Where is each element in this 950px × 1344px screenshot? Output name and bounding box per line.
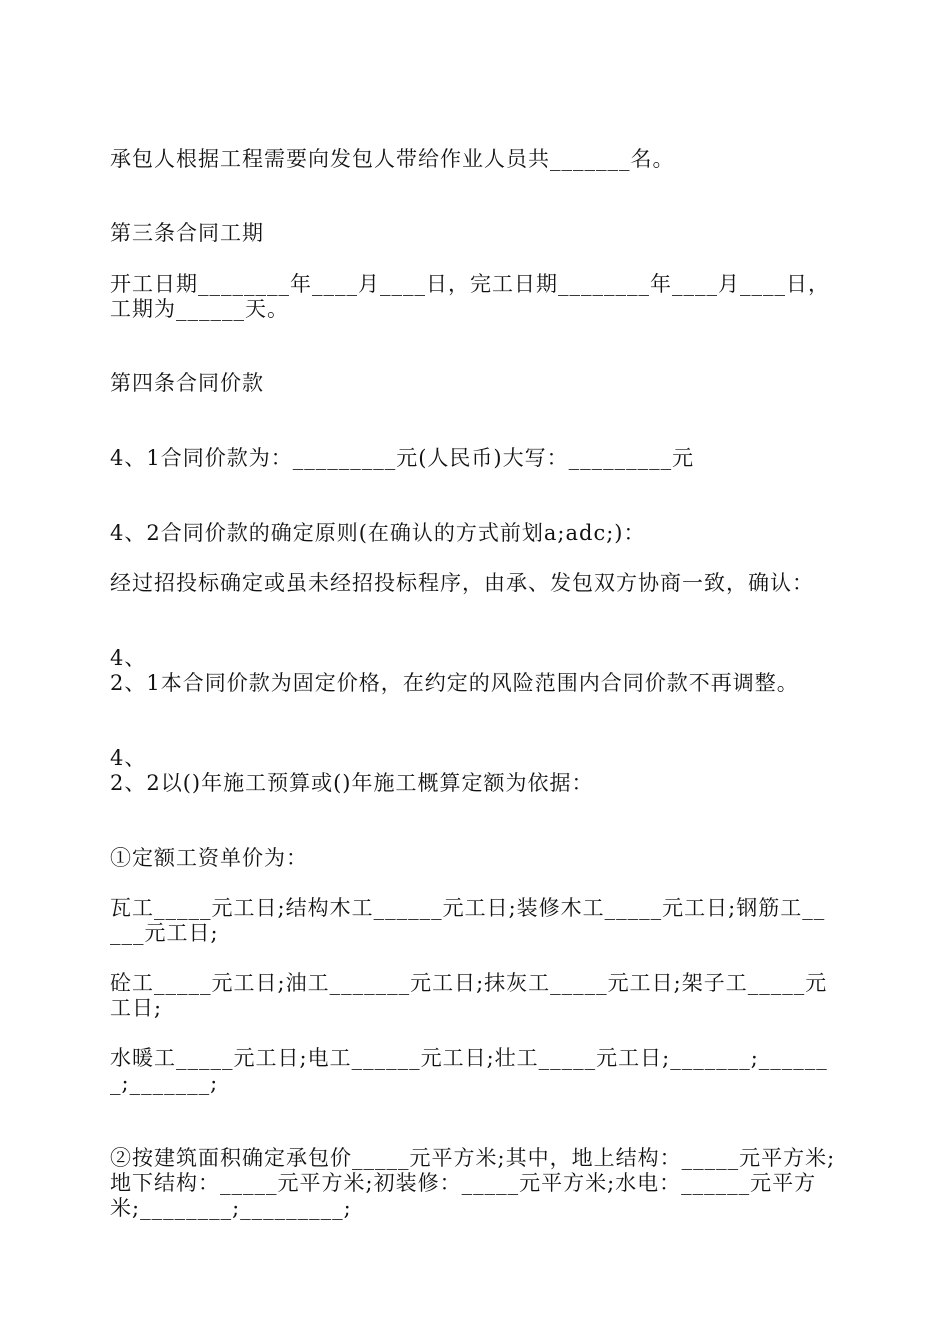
heading-article-3: 第三条合同工期 [110, 221, 264, 245]
paragraph-wages-line-2: ___元工日; [110, 921, 219, 945]
paragraph-area-price-line-1: ②按建筑面积确定承包价_____元平方米;其中，地上结构：_____元平方米; [110, 1146, 836, 1170]
heading-article-4: 第四条合同价款 [110, 371, 264, 395]
paragraph-4-2-1-prefix: 4、 [110, 646, 147, 670]
paragraph-confirm: 经过招投标确定或虽未经招投标程序，由承、发包双方协商一致，确认： [110, 571, 814, 595]
paragraph-4-2-2-prefix: 4、 [110, 746, 147, 770]
paragraph-wages-line-3: 砼工_____元工日;油工_______元工日;抹灰工_____元工日;架子工_____元 [110, 971, 828, 995]
paragraph-wages-line-6: _;_______; [110, 1071, 219, 1095]
paragraph-schedule-line-2: 工期为______天。 [110, 297, 289, 321]
paragraph-4-2-2: 2、2以()年施工预算或()年施工概算定额为依据： [110, 771, 594, 795]
paragraph-wages-line-5: 水暖工_____元工日;电工______元工日;壮工_____元工日;_______;______ [110, 1046, 828, 1070]
paragraph-workers-count: 承包人根据工程需要向发包人带给作业人员共_______名。 [110, 147, 675, 171]
paragraph-4-1: 4、1合同价款为：_________元(人民币)大写：_________元 [110, 446, 695, 470]
paragraph-area-price-line-2: 地下结构：_____元平方米;初装修：_____元平方米;水电：______元平方 [110, 1171, 817, 1195]
paragraph-area-price-line-3: 米;________;_________; [110, 1196, 352, 1220]
paragraph-schedule-line-1: 开工日期________年____月____日，完工日期________年____月____日， [110, 272, 830, 296]
paragraph-wage-heading: ①定额工资单价为： [110, 846, 308, 870]
paragraph-wages-line-4: 工日; [110, 996, 163, 1020]
paragraph-4-2-1: 2、1本合同价款为固定价格，在约定的风险范围内合同价款不再调整。 [110, 671, 799, 695]
paragraph-4-2: 4、2合同价款的确定原则(在确认的方式前划a;adc;)： [110, 521, 646, 545]
paragraph-wages-line-1: 瓦工_____元工日;结构木工______元工日;装修木工_____元工日;钢筋工__ [110, 896, 826, 920]
